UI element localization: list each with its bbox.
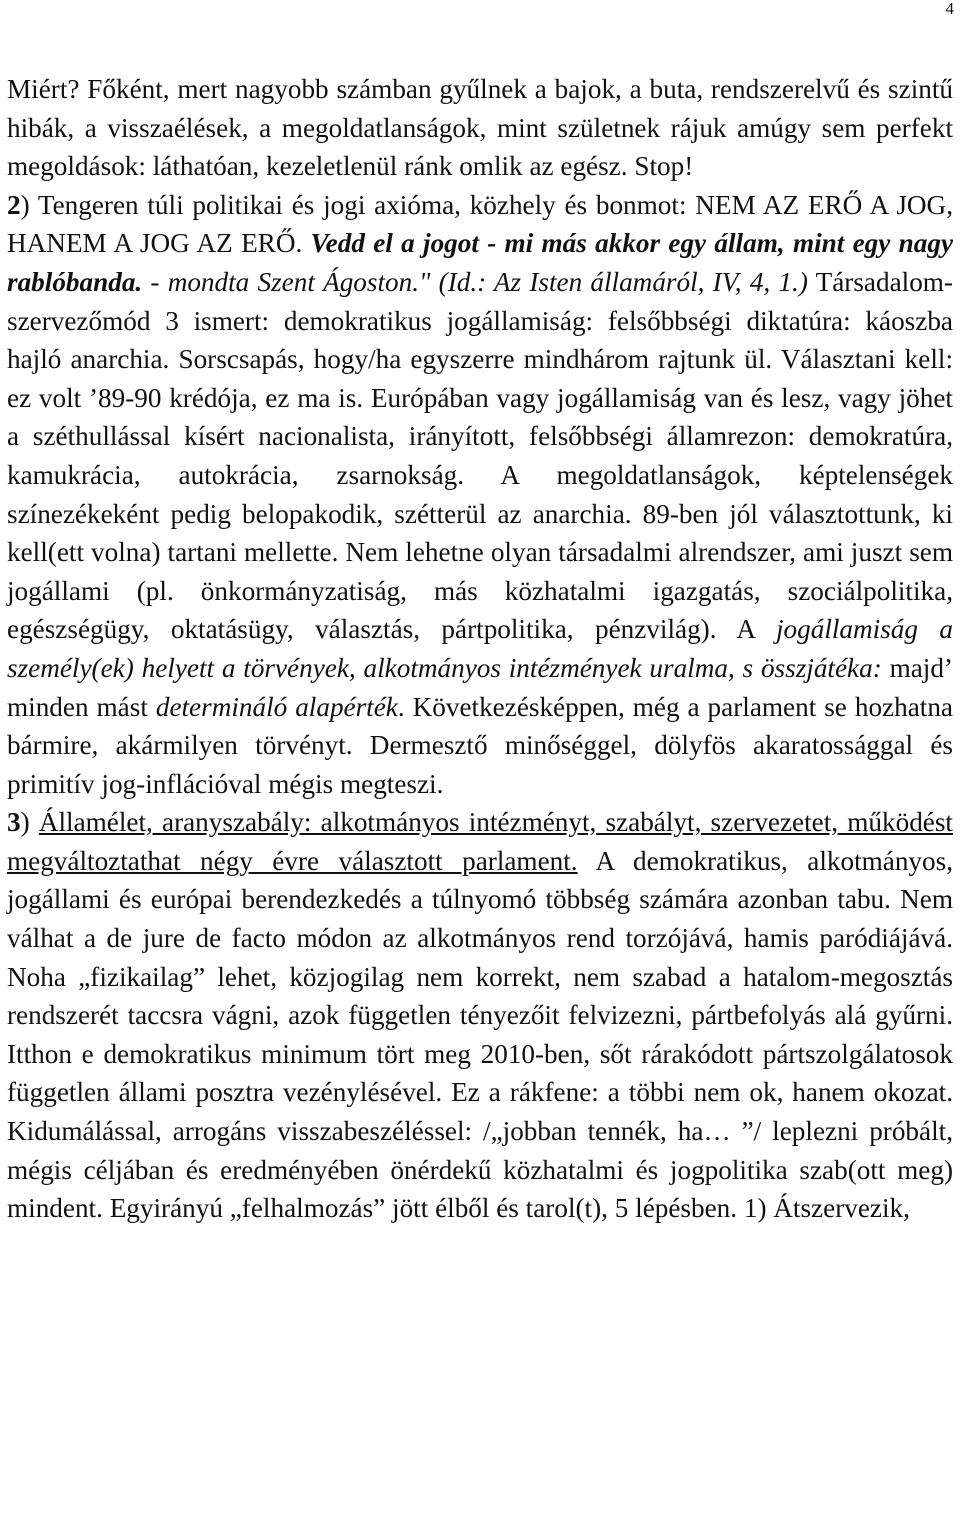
paragraph-intro: [7, 70, 953, 186]
paragraph-text: ) Tengeren túli politikai és jogi axióma, közhely és bonmot: NEM AZ ERŐ A JOG, HANEM A JOG AZ ERŐ.: [7, 189, 953, 259]
paragraph-point-3: [7, 803, 953, 1228]
quote-text: Vedd el a jogot - mi más akkor egy állam, mint egy nagy rablóbanda.: [7, 228, 954, 297]
emphasis-text: determináló alapérték: [155, 691, 398, 722]
paragraph-text: Társadalom-szervezőmód 3 ismert: demokratikus jogállamiság: felsőbbségi diktatúra: káoszba hajló anarchia. Sorscsapás, hogy/ha egyszerre mindhárom rajtunk ül. Választani kell: ez volt ’89-90 krédója, ez ma is. Európában vagy jogállamiság van és lesz, vagy jöhet a széthullással kísért nacionalista, irányított, felsőbbségi államrezon: demokratúra, kamukrácia, autokrácia, zsarnokság. A megoldatlanságok, képtelenségek színezékeként pedig belopakodik, szétterül az anarchia. 89-ben jól választottunk, ki kell(ett volna) tartani mellette. Nem lehetne olyan társadalmi alrendszer, ami juszt sem jogállami (pl. önkormányzatiság, más közhatalmi igazgatás, szociálpolitika, egészségügy, oktatásügy, választás, pártpolitika, pénzvilág). A: [7, 266, 953, 645]
paragraph-text: . Következésképpen, még a parlament se hozhatna bármire, akármilyen törvényt. Dermesztő minőséggel, dölyfös akaratossággal és primitív jog-inflációval mégis megteszi.: [7, 691, 953, 799]
point-number: 2: [7, 189, 21, 220]
document-body: [7, 70, 953, 1228]
paragraph-point-2: [7, 186, 953, 804]
paragraph-text: ): [20, 807, 39, 838]
underlined-text: Államélet, aranyszabály: alkotmányos intézményt, szabályt, szervezetet, működést megváltoztathat négy évre választott parlament.: [7, 807, 953, 876]
paragraph-text: A demokratikus, alkotmányos, jogállami és európai berendezkedés a túlnyomó többség számára azonban tabu. Nem válhat a de jure de facto módon az alkotmányos rend torzójává, hamis paródiájává. Noha „fizikailag” lehet, közjogilag nem korrekt, nem szabad a hatalom-megosztás rendszerét taccsra vágni, azok független tényezőit felvizezni, pártbefolyás alá gyűrni. Itthon e demokratikus minimum tört meg 2010-ben, sőt rárakódott pártszolgálatosok független állami posztra vezénylésével. Ez a rákfene: a többi nem ok, hanem okozat. Kidumálással, arrogáns visszabeszéléssel: /„jobban tennék, ha… ”/ leplezni próbált, mégis céljában és eredményében önérdekű közhatalmi és jogpolitika szab(ott meg) mindent. Egyirányú „felhalmozás” jött élből és tarol(t), 5 lépésben. 1) Átszervezik,: [7, 845, 953, 1224]
citation-text: - mondta Szent Ágoston." (Id.: Az Isten államáról, IV, 4, 1.): [142, 266, 808, 297]
emphasis-text: jogállamiság a személy(ek) helyett a törvények, alkotmányos intézmények uralma, s összjátéka:: [7, 614, 953, 683]
page-number: 4: [945, 0, 954, 18]
paragraph-text: Miért? Főként, mert nagyobb számban gyűlnek a bajok, a buta, rendszerelvű és szintű hibák, a visszaélések, a megoldatlanságok, mint születnek rájuk amúgy sem perfekt megoldások: láthatóan, kezeletlenül ránk omlik az egész. Stop!: [7, 74, 953, 182]
point-number: 3: [7, 807, 21, 838]
paragraph-text: majd’ minden mást: [7, 652, 953, 722]
